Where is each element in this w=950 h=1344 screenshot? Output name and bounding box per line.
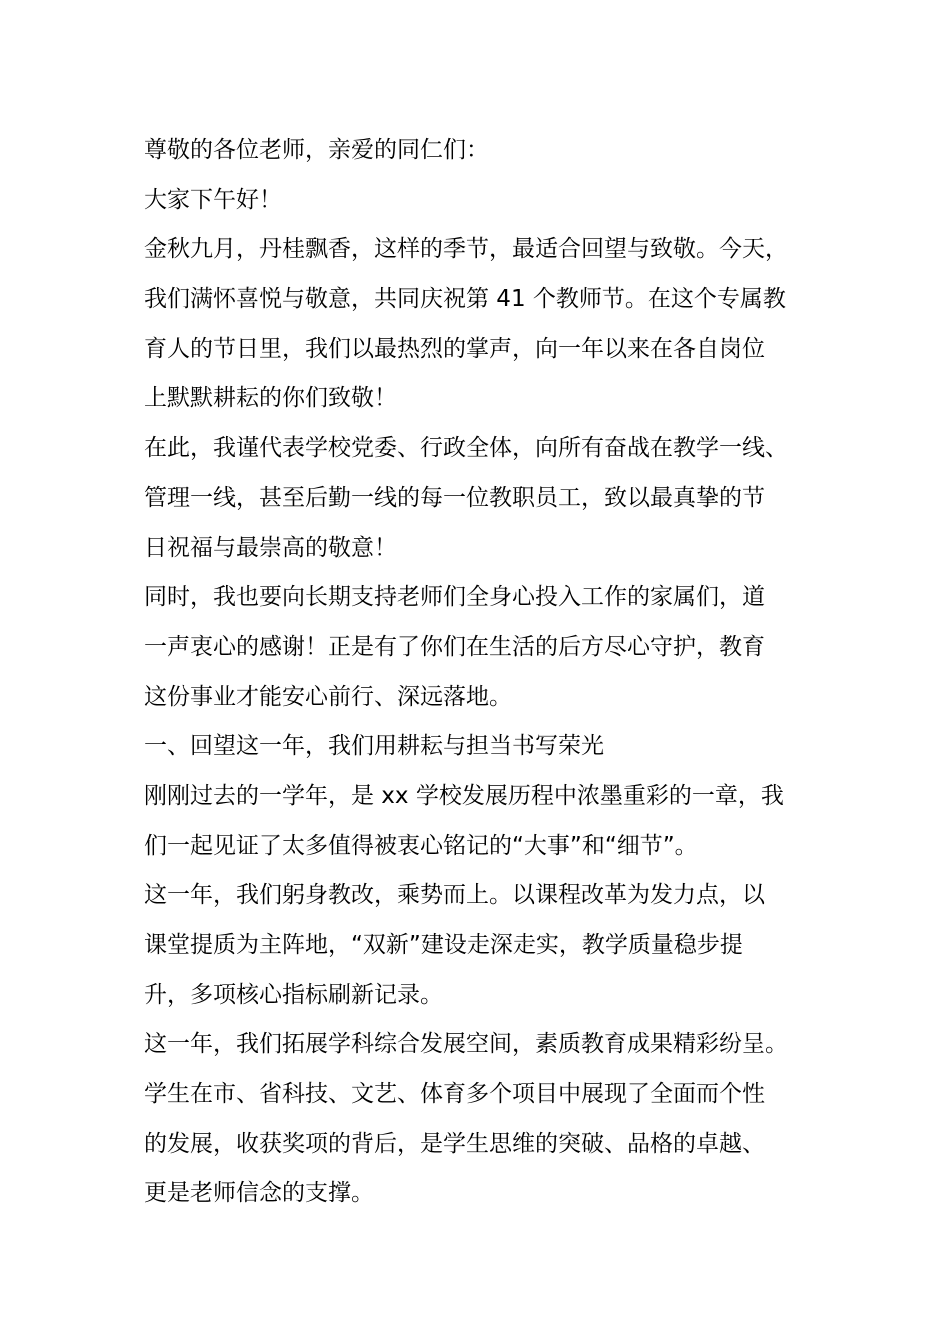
text-line: 刚刚过去的一学年，是 xx 学校发展历程中浓墨重彩的一章，我 bbox=[144, 782, 784, 809]
document-body bbox=[144, 126, 834, 1219]
text-line: 育人的节日里，我们以最热烈的掌声，向一年以来在各自岗位 bbox=[144, 335, 765, 362]
text-line: 在此，我谨代表学校党委、行政全体，向所有奋战在教学一线、 bbox=[144, 435, 788, 462]
text-line: 大家下午好！ bbox=[144, 186, 282, 213]
section-heading: 一、回望这一年，我们用耕耘与担当书写荣光 bbox=[144, 733, 604, 760]
text-line: 的发展，收获奖项的背后，是学生思维的突破、品格的卓越、 bbox=[144, 1130, 765, 1157]
text-line: 课堂提质为主阵地，“双新”建设走深走实，教学质量稳步提 bbox=[144, 932, 743, 958]
text-line: 尊敬的各位老师，亲爱的同仁们： bbox=[144, 137, 489, 163]
text-line: 这份事业才能安心前行、深远落地。 bbox=[144, 683, 512, 710]
text-line: 日祝福与最崇高的敬意！ bbox=[144, 534, 397, 561]
text-line: 管理一线，甚至后勤一线的每一位教职员工，致以最真挚的节 bbox=[144, 484, 765, 511]
text-line: 同时，我也要向长期支持老师们全身心投入工作的家属们，道 bbox=[144, 584, 765, 611]
text-line: 我们满怀喜悦与敬意，共同庆祝第 41 个教师节。在这个专属教 bbox=[144, 286, 786, 313]
text-line: 们一起见证了太多值得被衷心铭记的“大事”和“细节”。 bbox=[144, 832, 698, 859]
text-line: 一声衷心的感谢！正是有了你们在生活的后方尽心守护，教育 bbox=[144, 633, 765, 660]
text-line: 这一年，我们躬身教改，乘势而上。以课程改革为发力点，以 bbox=[144, 882, 765, 909]
text-line: 上默默耕耘的你们致敬！ bbox=[144, 385, 397, 412]
text-line: 这一年，我们拓展学科综合发展空间，素质教育成果精彩纷呈。 bbox=[144, 1031, 788, 1058]
text-line: 升，多项核心指标刷新记录。 bbox=[144, 981, 443, 1008]
text-line: 学生在市、省科技、文艺、体育多个项目中展现了全面而个性 bbox=[144, 1081, 765, 1108]
text-line: 更是老师信念的支撑。 bbox=[144, 1180, 374, 1207]
text-line: 金秋九月，丹桂飘香，这样的季节，最适合回望与致敬。今天， bbox=[144, 236, 788, 263]
